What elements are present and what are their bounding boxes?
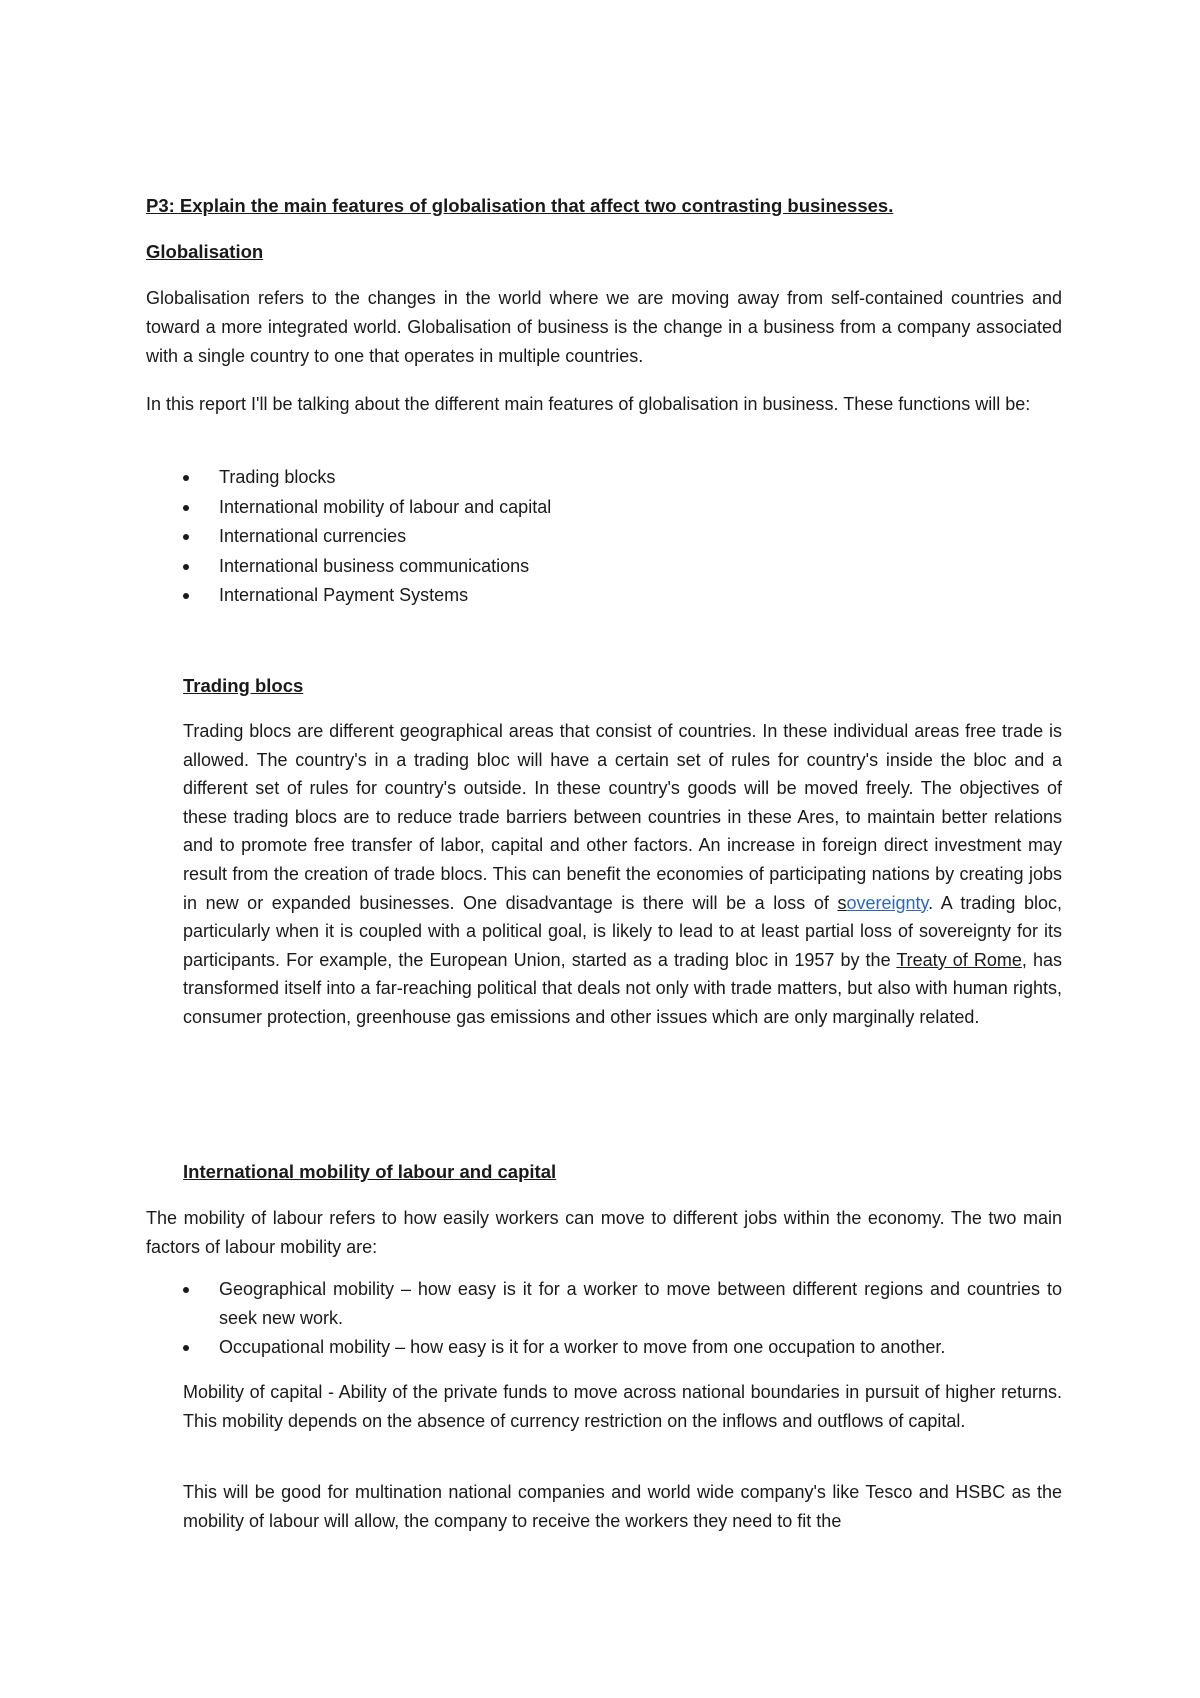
paragraph-capital-mobility: Mobility of capital - Ability of the private funds to move across national boundaries in pursuit of higher returns. This mobility depends on the absence of currency restriction on the inflows and outflows of capital. [183,1382,1062,1431]
trading-blocs-text-c: , has transformed itself into a far-reaching political that deals not only with trade matters, but also with human rights, consumer protection, greenhouse gas emissions and other issues which are only marginally related. [183,949,1062,1027]
paragraph-labour-mobility: The mobility of labour refers to how easily workers can move to different jobs within the economy. The two main factors of labour mobility are: [146,1208,1062,1257]
mobility-factors-list [146,1275,1062,1362]
list-item: Geographical mobility – how easy is it for a worker to move between different regions and countries to seek new work. [146,1275,1062,1333]
paragraph-report-intro: In this report I'll be talking about the different main features of globalisation in business. These functions will be: [146,394,1031,414]
heading-trading-blocs: Trading blocs [183,675,304,696]
list-item: International mobility of labour and capital [146,493,1062,523]
list-item: Occupational mobility – how easy is it for a worker to move from one occupation to another. [146,1333,1062,1362]
list-item: International business communications [146,552,1062,582]
paragraph-trading-blocs [183,717,1062,1032]
treaty-of-rome-link[interactable]: Treaty of Rome [896,949,1022,970]
list-item: International currencies [146,522,1062,552]
sovereignty-link[interactable]: overeignty [846,892,929,913]
trading-blocs-text-b: . A trading bloc, particularly when it is coupled with a political goal, is likely to lead to at least partial loss of sovereignty for its participants. For example, the European Union, started as a trading bloc in 1957 by the [183,892,1062,970]
list-item: Trading blocks [146,463,1062,493]
heading-globalisation: Globalisation [146,241,264,262]
features-list [146,463,1062,611]
heading-mobility: International mobility of labour and capital [183,1161,557,1182]
paragraph-globalisation-definition: Globalisation refers to the changes in the world where we are moving away from self-contained countries and toward a more integrated world. Globalisation of business is the change in a business from a company associated with a single country to one that operates in multiple countries. [146,288,1062,366]
page-title: P3: Explain the main features of globalisation that affect two contrasting businesses. [146,195,894,216]
trading-blocs-text-a: Trading blocs are different geographical areas that consist of countries. In these individual areas free trade is allowed. The country's in a trading bloc will have a certain set of rules for country's inside the bloc and a different set of rules for country's outside. In these country's goods will be moved freely. The objectives of these trading blocs are to reduce trade barriers between countries in these Ares, to maintain better relations and to promote free transfer of labor, capital and other factors. An increase in foreign direct investment may result from the creation of trade blocs. This can benefit the economies of participating nations by creating jobs in new or expanded businesses. One disadvantage is there will be a loss of [183,721,1062,913]
paragraph-multinational: This will be good for multination national companies and world wide company's like Tesco and HSBC as the mobility of labour will allow, the company to receive the workers they need to fit the [183,1482,1062,1531]
list-item: International Payment Systems [146,581,1062,611]
sovereignty-link-prefix[interactable]: s [837,892,847,913]
